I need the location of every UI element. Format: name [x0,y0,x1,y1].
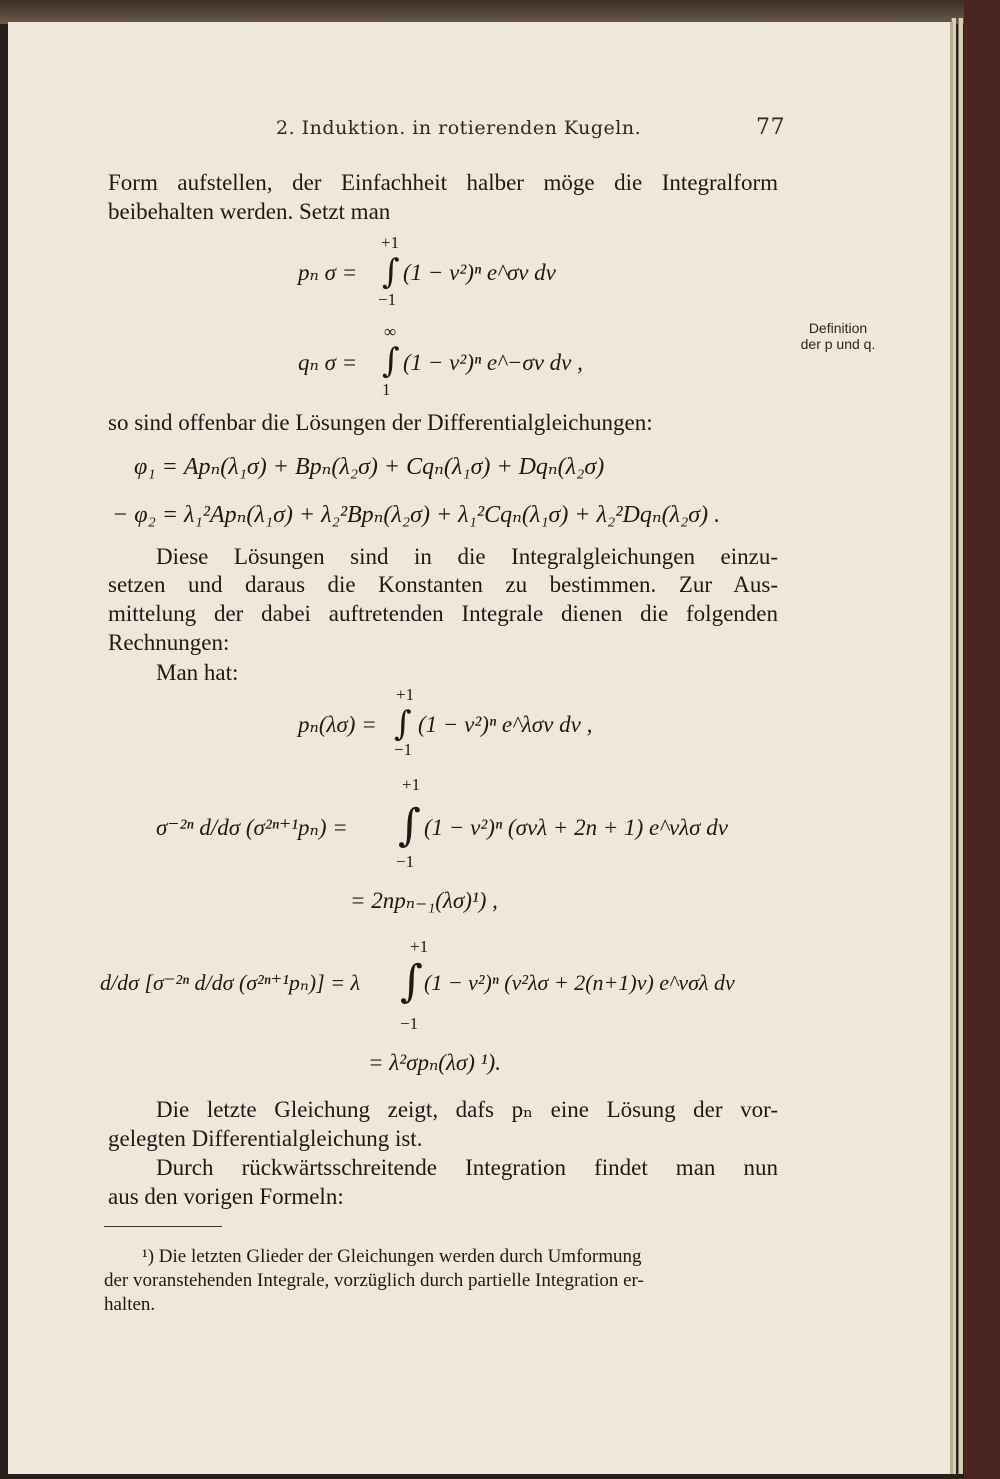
integral-sign: ∫ [400,956,423,1007]
page-edge [958,18,963,1474]
text-line: setzen und daraus die Konstanten zu bestimmen. Zur Aus- [108,572,778,597]
text-line: Die letzte Gleichung zeigt, dafs pₙ eine Lösung der vor- [156,1097,778,1122]
integral-sign: ∫ [394,704,412,744]
text-line: so sind offenbar die Lösungen der Differentialgleichungen: [108,410,653,435]
text-line: Man hat: [156,660,239,685]
book-top-edge [0,0,1000,24]
integral-sign: ∫ [382,341,400,381]
footnote-rule [104,1226,222,1227]
footnote-line: der voranstehenden Integrale, vorzüglich durch partielle Integration er- [104,1270,644,1291]
text-line: Rechnungen: [108,630,230,655]
footnote-line: ¹) Die letzten Glieder der Gleichungen werden durch Umformung [142,1246,642,1267]
integral-sign: ∫ [382,252,400,292]
text-line: Diese Lösungen sind in die Integralgleichungen einzu- [156,544,778,569]
equation-phi2: − φ₂ = λ₁²Apₙ(λ₁σ) + λ₂²Bpₙ(λ₂σ) + λ₁²Cqₙ(λ₁σ) + λ₂²Dqₙ(λ₂σ) . [112,502,721,528]
page-number: 77 [756,115,785,140]
footnote-line: halten. [104,1294,156,1315]
equation-result-1: = 2npₙ₋₁(λσ)¹) , [350,888,498,913]
integral-sign: ∫ [398,800,421,851]
text-line: aus den vorigen Formeln: [108,1184,344,1209]
text-line: Form aufstellen, der Einfachheit halber möge die Integralform [108,170,778,195]
text-line: mittelung der dabei auftretenden Integrale dienen die folgenden [108,601,778,626]
running-title: 2. Induktion. in rotierenden Kugeln. [276,117,642,139]
text-line: gelegten Differentialgleichung ist. [108,1126,423,1151]
equation-result-2: = λ²σpₙ(λσ) ¹). [368,1050,501,1075]
text-line: beibehalten werden. Setzt man [108,199,391,224]
text-line: Durch rückwärtsschreitende Integration findet man nun [156,1155,778,1180]
equation-phi1: φ₁ = Apₙ(λ₁σ) + Bpₙ(λ₂σ) + Cqₙ(λ₁σ) + Dqₙ(λ₂σ) [134,454,605,480]
margin-note: Definition der p und q. [800,320,876,352]
book-cover-edge [964,0,1000,1479]
